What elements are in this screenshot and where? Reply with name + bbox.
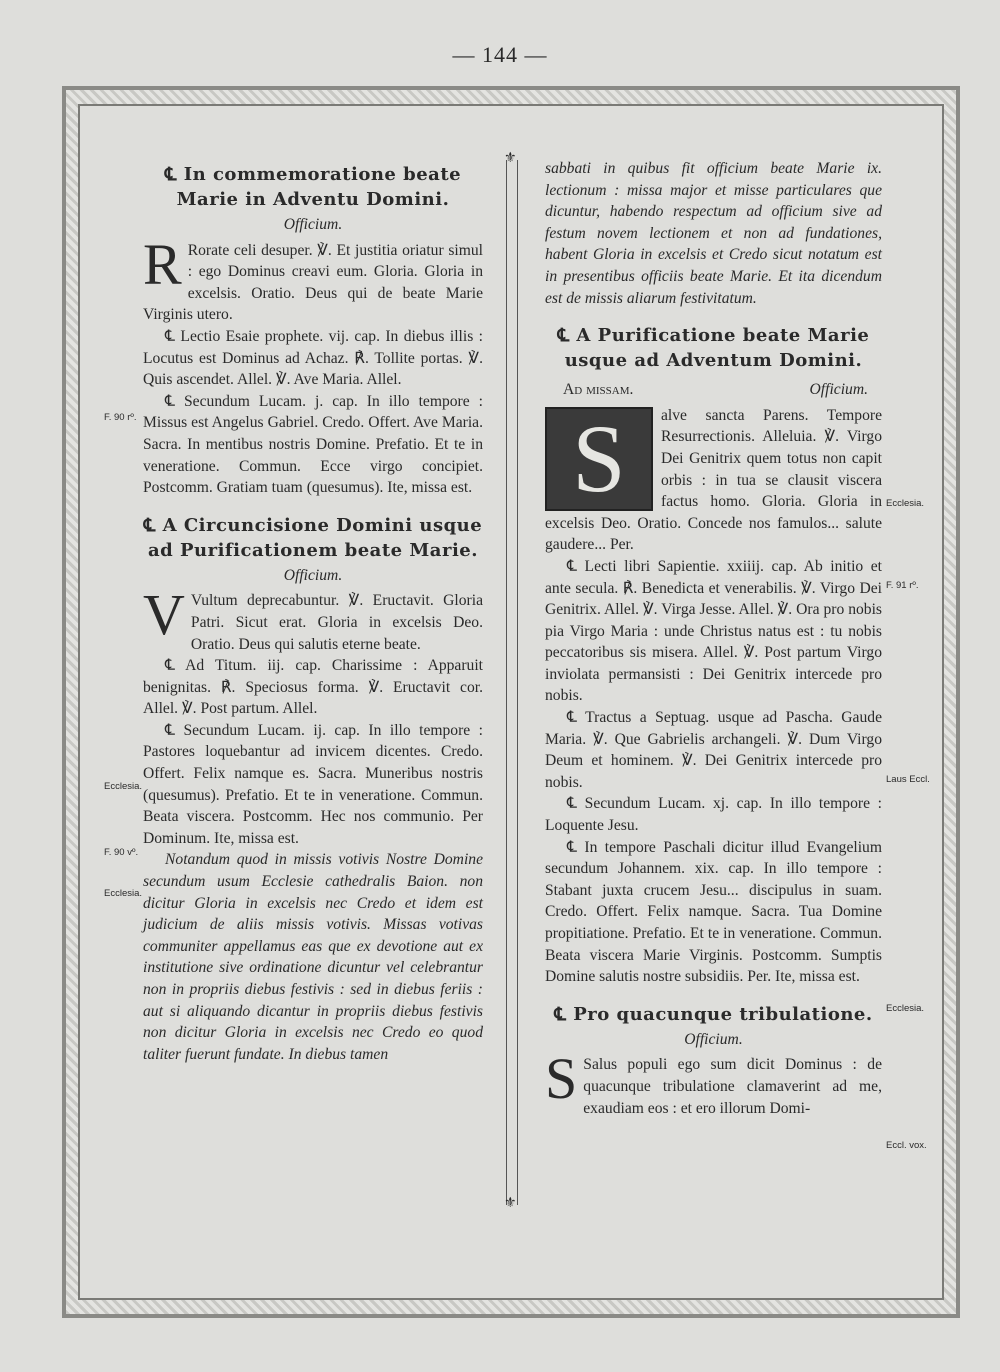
paragraph: S alve sancta Parens. Tempore Resurrectionis. Alleluia. ℣. Virgo Dei Genitrix quem totus non capit orbis : in tua se clausit viscera factus homo. Gloria. Gloria in excelsis Deo. Oratio. Concede nos famulos... salute gaudere... Per. — [545, 404, 882, 554]
paragraph: ℄ Secundum Lucam. ij. cap. In illo tempore : Pastores loquebantur ad invicem dicentes. Credo. Offert. Felix namque es. Sacra. Muneribus nostris (quesumus). Prefatio. Et te in veneratione. Commun. Beata viscera. Postcomm. Hec nos communio. Per Dominum. Ite, missa est. — [143, 721, 483, 847]
paragraph: R Rorate celi desuper. ℣. Et justitia oriatur simul : ego Dominus creavi eum. Gloria. Gloria in excelsis. Oratio. Deus qui de beate Marie Virginis utero. — [143, 231, 483, 324]
section-heading: ℄ A Purificatione beate Marie usque ad Adventum Domini. — [557, 325, 870, 372]
paragraph: ℄ Tractus a Septuag. usque ad Pascha. Gaude Maria. ℣. Que Gabrielis archangeli. ℣. Dum Virgo Deum et hominem. ℣. Dei Genitrix intercede pro nobis. — [545, 709, 882, 791]
column-divider — [506, 160, 518, 1205]
left-column — [143, 158, 483, 1065]
officium-label: Officium. — [809, 381, 868, 399]
margin-note: Ecclesia. — [886, 498, 925, 509]
margin-note: Ecclesia. — [886, 1003, 925, 1014]
page-number: — 144 — — [452, 42, 548, 67]
section-heading: ℄ Pro quacunque tribulatione. — [554, 1003, 873, 1025]
section-heading: ℄ In commemoratione beate Marie in Adventu Domini. — [164, 164, 462, 210]
divider-bottom-ornament: ⚜ — [504, 1196, 517, 1211]
margin-note: F. 91 rº. — [886, 580, 919, 591]
paragraph: ℄ Lecti libri Sapientie. xxiiij. cap. Ab initio et ante secula. ℟. Benedicta et venerabilis. ℣. Virgo Dei Genitrix. Allel. ℣. Virga Jesse. Allel. ℣. Ora pro nobis pia Virgo Maria : unde Christus natus est : tu nobis peccatoribus sis misera. Allel. ℣. Post partum Virgo inviolata permansisti : Dei Genitrix intercede pro nobis. — [545, 557, 882, 705]
margin-note: Ecclesia. — [104, 781, 143, 792]
officium-label: Officium. — [684, 1030, 743, 1048]
officium-label: Officium. — [283, 566, 343, 584]
paragraph: Notandum quod in missis votivis Nostre Domine secundum usum Ecclesie cathedralis Baion. non dicitur Gloria in excelsis nec Credo et idem est judicium de aliis missis votivis. Missas votivas communiter appellamus eas que ex devotione aut ex institutione sive ordinatione dicuntur vel celebrantur non in propriis diebus festivis : sed in diebus feriis : aut si aliquando dicantur in propriis diebus festivis non dicitur Gloria in excelsis nec Credo eo quod taliter fuerunt fundate. In diebus tamen — [143, 851, 483, 1063]
margin-note: F. 90 rº. — [104, 412, 137, 423]
drop-cap: S — [545, 1046, 578, 1112]
drop-cap: V — [143, 582, 185, 648]
paragraph: ℄ Ad Titum. iij. cap. Charissime : Apparuit benignitas. ℟. Speciosus forma. ℣. Eructavit cor. Allel. ℣. Post partum. Allel. — [143, 657, 483, 718]
margin-note: Eccl. vox. — [886, 1140, 927, 1151]
paragraph: V Vultum deprecabuntur. ℣. Eructavit. Gloria Patri. Sicut erat. Gloria in excelsis Deo. Oratio. Deus qui salutis eterne beate. — [143, 582, 483, 653]
officium-label: Officium. — [283, 216, 343, 233]
margin-note: Laus Eccl. — [886, 774, 930, 785]
drop-cap: R — [143, 231, 182, 297]
rubric-line — [563, 379, 882, 401]
paragraph: sabbati in quibus fit officium beate Marie ix. lectionum : missa major et misse particulares que dicuntur, habendo respectum ad officium sive ad festum novem lectionem et non ad fundationes, habent Gloria in excelsis et Credo sicut notatum est in presentibus officiis beate Marie. Et ita dicendum est de missis aliarum festivitatum. — [545, 160, 882, 307]
margin-note: Ecclesia. — [104, 888, 143, 899]
paragraph: ℄ In tempore Paschali dicitur illud Evangelium secundum Johannem. xix. cap. In illo tempore : Stabant juxta crucem Jesu... discipulus in suam. Credo. Offert. Felix namque. Sacra. Tua Domine propitiatione. Prefatio. Et te in veneratione. Commun. Beata viscera Marie Virginis. Postcomm. Sumptis Domine salutis nostre subsidiis. Per. Ite, missa est. — [545, 838, 882, 986]
paragraph: S Salus populi ego sum dicit Dominus : de quacunque tribulatione clamaverint ad me, exaudiam eos : et ero illorum Domi- — [545, 1046, 882, 1117]
section-heading: ℄ A Circuncisione Domini usque ad Purificationem beate Marie. — [143, 514, 483, 561]
divider-top-ornament: ⚜ — [504, 151, 517, 166]
paragraph: ℄ Secundum Lucam. xj. cap. In illo tempore : Loquente Jesu. — [545, 795, 882, 835]
right-column — [545, 158, 882, 1119]
ad-missam-label: Ad missam. — [563, 381, 634, 399]
margin-note: F. 90 vº. — [104, 847, 139, 858]
illuminated-initial: S — [545, 407, 653, 511]
paragraph: ℄ Secundum Lucam. j. cap. In illo tempore : Missus est Angelus Gabriel. Credo. Offert. Ave Maria. Sacra. In mentibus nostris Domine. Prefatio. Et te in veneratione. Commun. Ecce virgo concipiet. Postcomm. Gratiam tuam (quesumus). Ite, missa est. — [143, 392, 483, 497]
paragraph: ℄ Lectio Esaie prophete. vij. cap. In diebus illis : Locutus est Dominus ad Achaz. ℟. Tollite portas. ℣. Quis ascendet. Allel. ℣. Ave Maria. Allel. — [143, 327, 483, 389]
